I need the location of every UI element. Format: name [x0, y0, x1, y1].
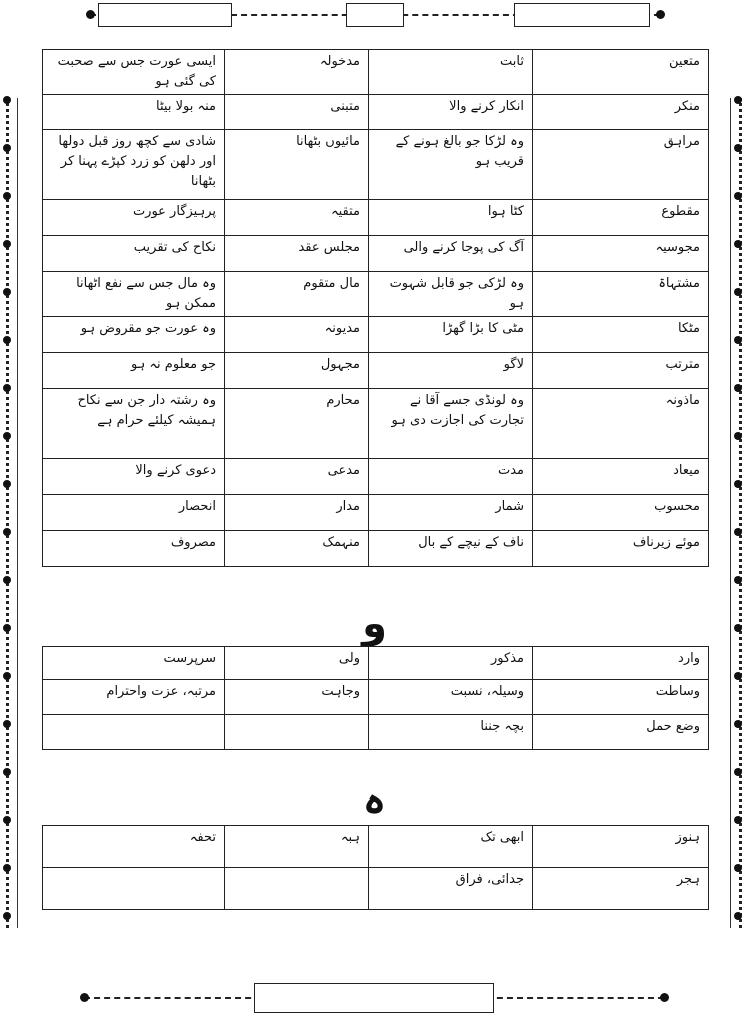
- ornament-dot: [3, 144, 11, 152]
- term-cell: متعین: [533, 50, 709, 95]
- term-cell: مدعی: [225, 459, 369, 495]
- ornament-dot: [734, 720, 742, 728]
- ornament-dot: [3, 384, 11, 392]
- meaning-cell: وہ عورت جو مقروض ہو: [43, 317, 225, 353]
- term-cell: وجاہت: [225, 680, 369, 715]
- glossary-table-main: [42, 49, 709, 567]
- meaning-cell: سرپرست: [43, 647, 225, 680]
- term-cell: موئے زیرناف: [533, 531, 709, 567]
- glossary-row: [43, 531, 709, 567]
- term-cell: [225, 868, 369, 910]
- header-box-center: [346, 3, 404, 27]
- term-cell: ہبہ: [225, 826, 369, 868]
- meaning-cell: مدت: [369, 459, 533, 495]
- ornament-dot: [3, 576, 11, 584]
- ornament-dot: [734, 288, 742, 296]
- term-cell: مجلس عقد: [225, 236, 369, 272]
- meaning-cell: انحصار: [43, 495, 225, 531]
- glossary-row: [43, 647, 709, 680]
- meaning-cell: مذکور: [369, 647, 533, 680]
- term-cell: ماذونہ: [533, 389, 709, 459]
- section-heading-he: ہ: [362, 777, 387, 823]
- term-cell: منہمک: [225, 531, 369, 567]
- meaning-cell: ابھی تک: [369, 826, 533, 868]
- ornament-dot: [734, 336, 742, 344]
- ornament-dot: [3, 480, 11, 488]
- ornament-dot: [734, 192, 742, 200]
- term-cell: محسوب: [533, 495, 709, 531]
- meaning-cell: انکار کرنے والا: [369, 95, 533, 130]
- term-cell: ولی: [225, 647, 369, 680]
- ornament-dot: [734, 864, 742, 872]
- ornament-dot: [734, 96, 742, 104]
- ornament-dot: [3, 288, 11, 296]
- glossary-row: [43, 715, 709, 750]
- ornament-dot: [3, 528, 11, 536]
- glossary-row: [43, 95, 709, 130]
- term-cell: میعاد: [533, 459, 709, 495]
- meaning-cell: شادی سے کچھ روز قبل دولھا اور دلھن کو زرد کپڑے پہنا کر بٹھانا: [43, 130, 225, 200]
- meaning-cell: وہ لڑکا جو بالغ ہونے کے قریب ہو: [369, 130, 533, 200]
- meaning-cell: مصروف: [43, 531, 225, 567]
- meaning-cell: وہ لونڈی جسے آقا نے تجارت کی اجازت دی ہو: [369, 389, 533, 459]
- meaning-cell: ایسی عورت جس سے صحبت کی گئی ہو: [43, 50, 225, 95]
- ornament-dot: [660, 993, 669, 1002]
- term-cell: مراہق: [533, 130, 709, 200]
- term-cell: [225, 715, 369, 750]
- glossary-row: [43, 353, 709, 389]
- ornament-dot: [734, 432, 742, 440]
- ornament-dot: [734, 480, 742, 488]
- meaning-cell: آگ کی پوجا کرنے والی: [369, 236, 533, 272]
- glossary-row: [43, 868, 709, 910]
- meaning-cell: جدائی، فراق: [369, 868, 533, 910]
- glossary-row: [43, 495, 709, 531]
- ornament-dot: [3, 864, 11, 872]
- term-cell: ہجر: [533, 868, 709, 910]
- ornament-dot: [3, 96, 11, 104]
- glossary-row: [43, 50, 709, 95]
- term-cell: مجہول: [225, 353, 369, 389]
- ornament-dot: [734, 384, 742, 392]
- glossary-row: [43, 236, 709, 272]
- term-cell: مدار: [225, 495, 369, 531]
- term-cell: مائیوں بٹھانا: [225, 130, 369, 200]
- meaning-cell: بچہ جننا: [369, 715, 533, 750]
- glossary-row: [43, 200, 709, 236]
- ornament-dot: [80, 993, 89, 1002]
- meaning-cell: ثابت: [369, 50, 533, 95]
- term-cell: وضع حمل: [533, 715, 709, 750]
- glossary-table-he: [42, 825, 709, 910]
- term-cell: وساطت: [533, 680, 709, 715]
- meaning-cell: وہ رشتہ دار جن سے نکاح ہمیشہ کیلئے حرام ہے: [43, 389, 225, 459]
- section-heading-waw: و: [362, 601, 387, 647]
- term-cell: مجوسیہ: [533, 236, 709, 272]
- ornament-dot: [3, 720, 11, 728]
- meaning-cell: ناف کے نیچے کے بال: [369, 531, 533, 567]
- ornament-dot: [3, 672, 11, 680]
- meaning-cell: وسیلہ، نسبت: [369, 680, 533, 715]
- term-cell: مقطوع: [533, 200, 709, 236]
- meaning-cell: [43, 715, 225, 750]
- ornament-dot: [734, 672, 742, 680]
- term-cell: مال متقوم: [225, 272, 369, 317]
- glossary-row: [43, 130, 709, 200]
- meaning-cell: نکاح کی تقریب: [43, 236, 225, 272]
- meaning-cell: [43, 868, 225, 910]
- ornament-dot: [3, 432, 11, 440]
- meaning-cell: مرتبہ، عزت واحترام: [43, 680, 225, 715]
- ornament-dot: [734, 240, 742, 248]
- term-cell: مدخولہ: [225, 50, 369, 95]
- meaning-cell: جو معلوم نہ ہو: [43, 353, 225, 389]
- ornament-dot: [3, 336, 11, 344]
- meaning-cell: شمار: [369, 495, 533, 531]
- footer-box: [254, 983, 494, 1013]
- ornament-dot: [3, 192, 11, 200]
- term-cell: محارم: [225, 389, 369, 459]
- meaning-cell: تحفہ: [43, 826, 225, 868]
- term-cell: مشتہاۃ: [533, 272, 709, 317]
- meaning-cell: مٹی کا بڑا گھڑا: [369, 317, 533, 353]
- meaning-cell: وہ مال جس سے نفع اٹھانا ممکن ہو: [43, 272, 225, 317]
- meaning-cell: کٹا ہوا: [369, 200, 533, 236]
- glossary-row: [43, 272, 709, 317]
- ornament-dot: [86, 10, 95, 19]
- header-box-left: [98, 3, 232, 27]
- ornament-dot: [734, 768, 742, 776]
- glossary-table-waw: [42, 646, 709, 750]
- ornament-dot: [3, 768, 11, 776]
- term-cell: منکر: [533, 95, 709, 130]
- glossary-row: [43, 826, 709, 868]
- term-cell: ہنوز: [533, 826, 709, 868]
- meaning-cell: منہ بولا بیٹا: [43, 95, 225, 130]
- glossary-row: [43, 680, 709, 715]
- term-cell: متبنی: [225, 95, 369, 130]
- meaning-cell: دعوی کرنے والا: [43, 459, 225, 495]
- glossary-row: [43, 459, 709, 495]
- glossary-row: [43, 317, 709, 353]
- meaning-cell: پرہیزگار عورت: [43, 200, 225, 236]
- ornament-dot: [734, 576, 742, 584]
- term-cell: مترتب: [533, 353, 709, 389]
- term-cell: وارد: [533, 647, 709, 680]
- ornament-dot: [734, 144, 742, 152]
- term-cell: متقیہ: [225, 200, 369, 236]
- ornament-dot: [734, 528, 742, 536]
- term-cell: مدیونہ: [225, 317, 369, 353]
- ornament-dot: [656, 10, 665, 19]
- glossary-row: [43, 389, 709, 459]
- ornament-dot: [734, 912, 742, 920]
- meaning-cell: لاگو: [369, 353, 533, 389]
- header-box-right: [514, 3, 650, 27]
- term-cell: مٹکا: [533, 317, 709, 353]
- ornament-dot: [3, 912, 11, 920]
- meaning-cell: وہ لڑکی جو قابل شہوت ہو: [369, 272, 533, 317]
- ornament-dot: [3, 240, 11, 248]
